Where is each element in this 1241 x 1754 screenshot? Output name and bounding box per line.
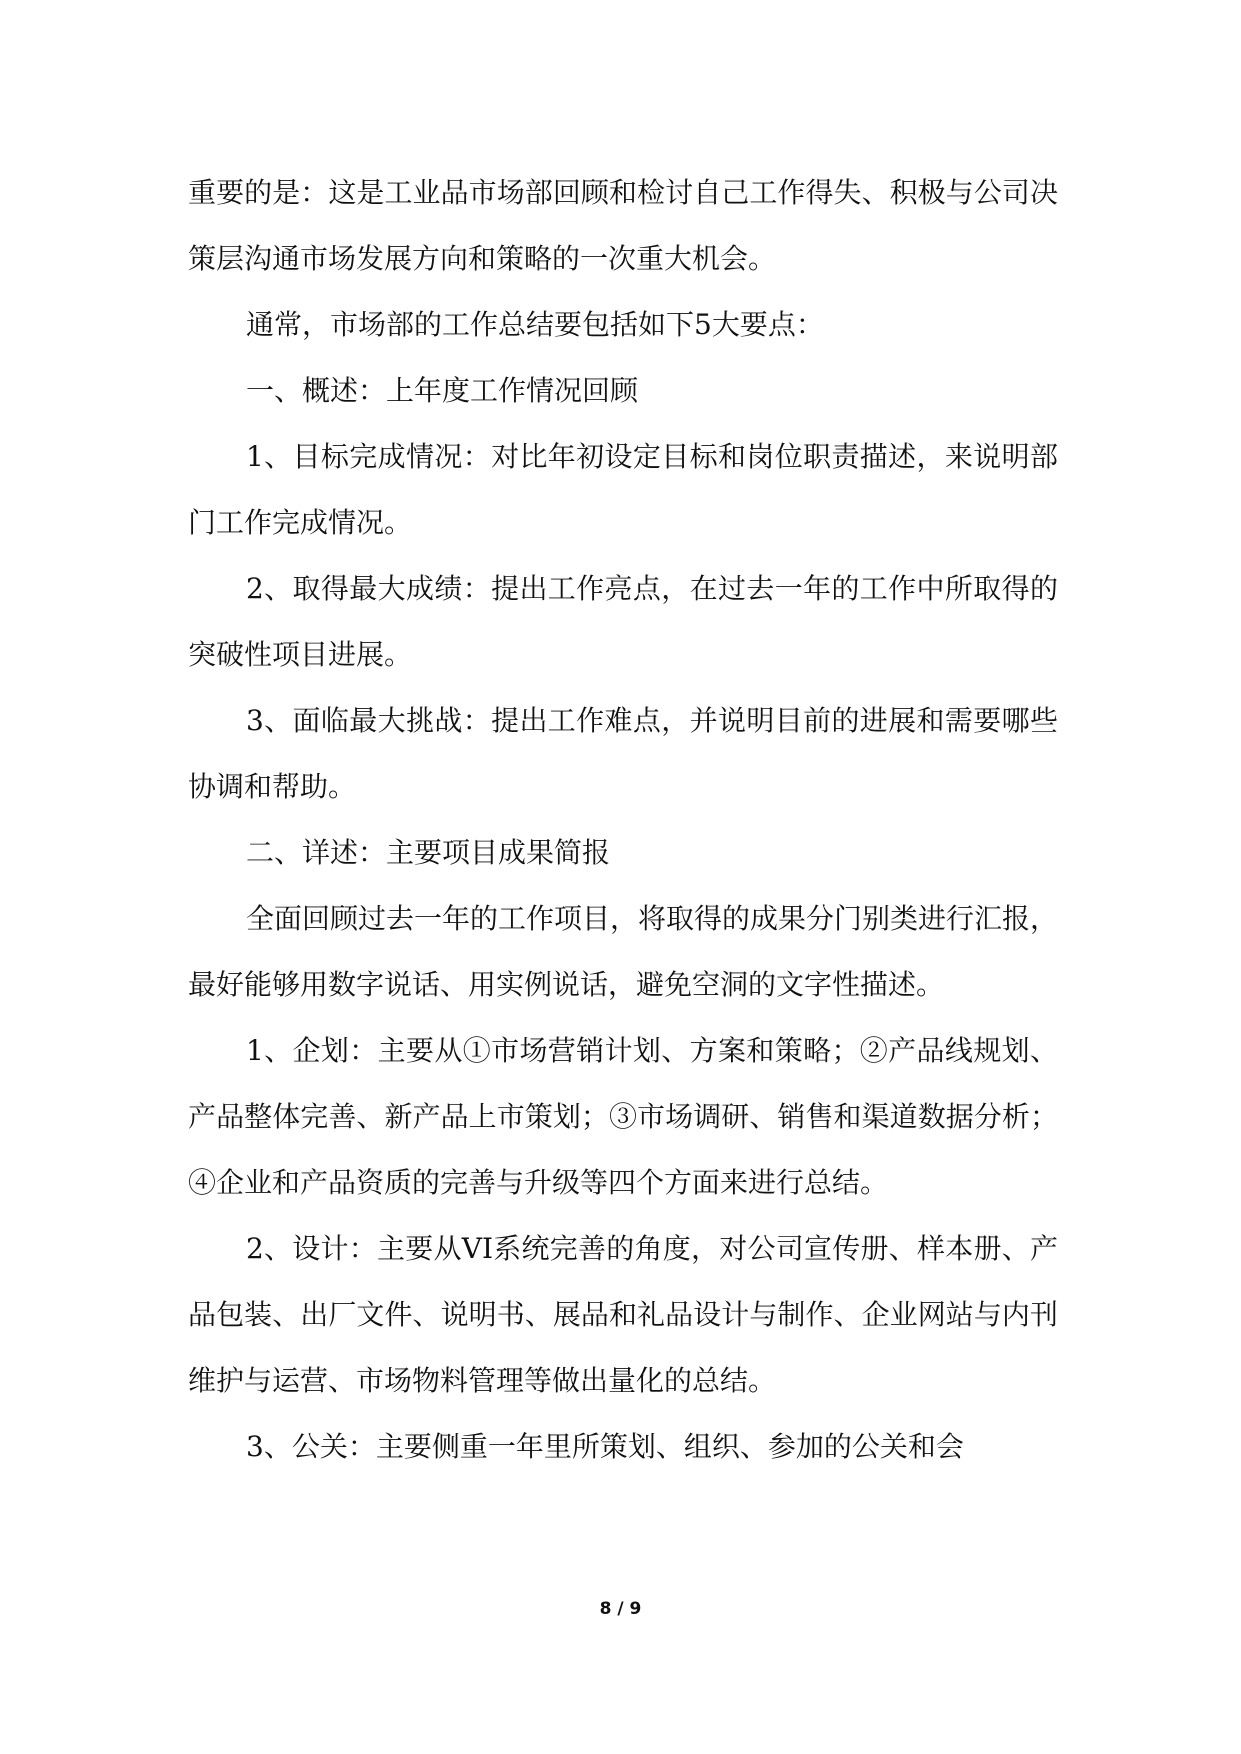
paragraph-planning: 1、企划：主要从①市场营销计划、方案和策略；②产品线规划、产品整体完善、新产品上市策划；③市场调研、销售和渠道数据分析；④企业和产品资质的完善与升级等四个方面来进行总结。: [188, 1034, 1058, 1199]
section-heading-overview: 一、概述：上年度工作情况回顾: [246, 374, 639, 407]
section-heading-details: 二、详述：主要项目成果简报: [246, 836, 611, 869]
page-number: 8 / 9: [599, 1599, 642, 1619]
paragraph-2: 通常，市场部的工作总结要包括如下5大要点：: [246, 308, 824, 341]
paragraph-1: 重要的是：这是工业品市场部回顾和检讨自己工作得失、积极与公司决策层沟通市场发展方向和策略的一次重大机会。: [188, 176, 1058, 275]
paragraph-public-relations: 3、公关：主要侧重一年里所策划、组织、参加的公关和会: [246, 1430, 964, 1463]
paragraph-design: 2、设计：主要从VI系统完善的角度，对公司宣传册、样本册、产品包装、出厂文件、说明书、展品和礼品设计与制作、企业网站与内刊维护与运营、市场物料管理等做出量化的总结。: [188, 1232, 1058, 1397]
paragraph-goal-completion: 1、目标完成情况：对比年初设定目标和岗位职责描述，来说明部门工作完成情况。: [188, 440, 1058, 539]
paragraph-biggest-challenge: 3、面临最大挑战：提出工作难点，并说明目前的进展和需要哪些协调和帮助。: [188, 704, 1058, 803]
page-body: [188, 160, 1058, 1480]
paragraph-review: 全面回顾过去一年的工作项目，将取得的成果分门别类进行汇报，最好能够用数字说话、用实例说话，避免空洞的文字性描述。: [188, 902, 1059, 1001]
paragraph-biggest-achievement: 2、取得最大成绩：提出工作亮点，在过去一年的工作中所取得的突破性项目进展。: [188, 572, 1058, 671]
